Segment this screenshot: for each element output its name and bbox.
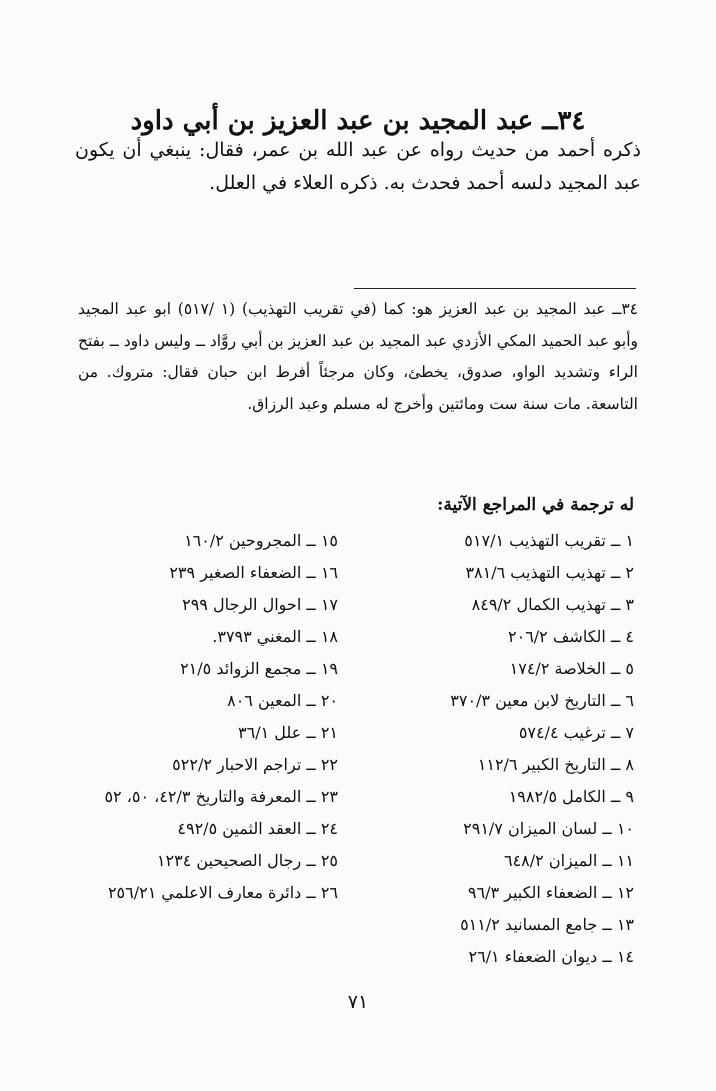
footnote-divider [354, 288, 636, 289]
reference-item: ١ ــ تقريب التهذيب ٥١٧/١ [464, 531, 634, 550]
reference-item: ٥ ــ الخلاصة ١٧٤/٢ [509, 659, 634, 678]
entry-body-paragraph: ذكره أحمد من حديث رواه عن عبد الله بن عمر، فقال: ينبغي أن يكون عبد المجيد دلسه أحمد فحدث به. ذكره العلاء في العلل. [75, 139, 641, 194]
reference-item: ١٩ ــ مجمع الزوائد ٢١/٥ [180, 659, 338, 678]
reference-item: ٢٥ ــ رجال الصحيحين ١٢٣٤ [156, 851, 338, 870]
footnote [78, 294, 638, 420]
references-list-left [76, 525, 338, 909]
reference-item: ١٠ ــ لسان الميزان ٢٩١/٧ [463, 819, 634, 838]
reference-item: ٦ ــ التاريخ لابن معين ٣٧٠/٣ [450, 691, 634, 710]
reference-item: ٣ ــ تهذيب الكمال ٨٤٩/٢ [471, 595, 634, 614]
reference-item: ١٤ ــ ديوان الضعفاء ٢٦/١ [468, 947, 634, 966]
page-number: ٧١ [347, 991, 369, 1013]
reference-item: ٢٤ ــ العقد الثمين ٤٩٢/٥ [177, 819, 338, 838]
reference-item: ٤ ــ الكاشف ٢٠٦/٢ [508, 627, 634, 646]
reference-item: ٢٠ ــ المعين ٨٠٦ [227, 691, 338, 710]
footnote-paragraph: ٣٤ــ عبد المجيد بن عبد العزيز هو: كما (في تقريب التهذيب) (١ /٥١٧) ابو عبد المجيد وأبو عبد الحميد المكي الأزدي عبد المجيد بن عبد العزيز بن أبي روَّاد ــ وليس داود ــ بفتح الراء وتشديد الواو، صدوق، يخطئ، وكان مرجئاً أفرط ابن حبان فقال: متروك. من التاسعة. مات سنة ست ومائتين وأخرج له مسلم وعبد الرزاق. [78, 300, 639, 413]
reference-item: ١٥ ــ المجروحين ١٦٠/٢ [184, 531, 338, 550]
entry-title: ٣٤ــ عبد المجيد بن عبد العزيز بن أبي داود [130, 106, 586, 137]
reference-item: ٢٢ ــ تراجم الاحبار ٥٢٢/٢ [172, 755, 338, 774]
reference-item: ٧ ــ ترغيب ٥٧٤/٤ [518, 723, 634, 742]
reference-item: ١٦ ــ الضعفاء الصغير ٢٣٩ [169, 563, 338, 582]
reference-item: ١٨ ــ المغني ٣٧٩٣. [212, 627, 338, 646]
reference-item: ٢ ــ تهذيب التهذيب ٣٨١/٦ [465, 563, 634, 582]
reference-item: ١٣ ــ جامع المسانيد ٥١١/٢ [460, 915, 634, 934]
reference-item: ٩ ــ الكامل ١٩٨٢/٥ [508, 787, 634, 806]
reference-item: ١٢ ــ الضعفاء الكبير ٩٦/٣ [467, 883, 634, 902]
reference-item: ٨ ــ التاريخ الكبير ١١٢/٦ [477, 755, 634, 774]
references-list-right [354, 525, 634, 973]
reference-item: ٢٦ ــ دائرة معارف الاعلمي ٢٥٦/٢١ [107, 883, 338, 902]
reference-item: ٢٣ ــ المعرفة والتاريخ ٤٢/٣، ٥٠، ٥٢ [104, 787, 338, 806]
reference-item: ١٧ ــ احوال الرجال ٢٩٩ [182, 595, 338, 614]
reference-item: ٢١ ــ علل ٣٦/١ [238, 723, 338, 742]
reference-item: ١١ ــ الميزان ٦٤٨/٢ [503, 851, 634, 870]
entry-body [75, 134, 641, 200]
references-heading: له ترجمة في المراجع الآتية: [437, 495, 634, 515]
